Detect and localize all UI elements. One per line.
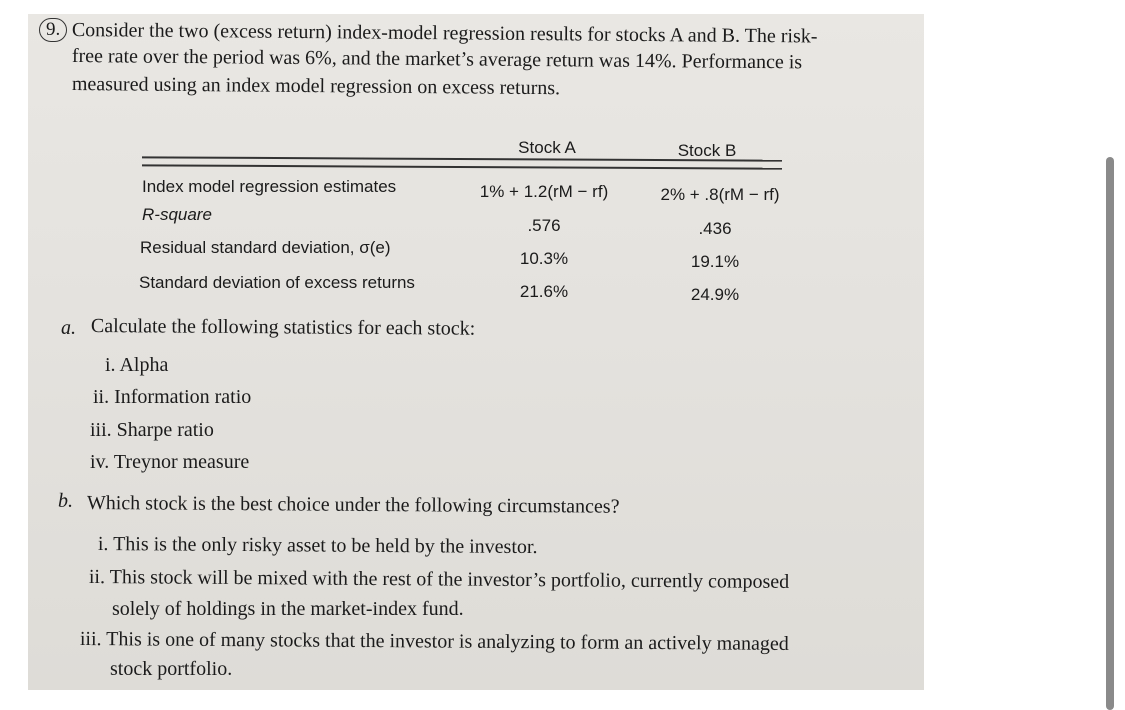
part-a-prompt: Calculate the following statistics for each stock: <box>90 314 476 340</box>
part-b-item-3-line-1: iii. This is one of many stocks that the investor is analyzing to form an actively managed <box>79 628 789 655</box>
question-line-3: measured using an index model regression on excess returns. <box>71 72 561 100</box>
question-line-1: Consider the two (excess return) index-model regression results for stocks A and B. The risk- <box>71 18 818 48</box>
cell-a-excess-sd: 21.6% <box>519 282 569 301</box>
cell-b-residual-sd: 19.1% <box>690 252 740 271</box>
question-line-2: free rate over the period was 6%, and the market’s average return was 14%. Performance is <box>71 44 803 74</box>
part-a-item-1: i. Alpha <box>105 354 169 376</box>
cell-b-regression: 2% + .8(rM − rf) <box>660 185 780 204</box>
part-b-item-3-line-2: stock portfolio. <box>110 658 233 680</box>
part-a-item-3: iii. Sharpe ratio <box>90 419 214 441</box>
part-b-item-2-line-1: ii. This stock will be mixed with the rest of the investor’s portfolio, currently composed <box>88 566 790 593</box>
table-header-rule <box>142 164 782 169</box>
cell-a-regression: 1% + 1.2(rM − rf) <box>479 182 609 201</box>
part-b-letter: b. <box>58 490 73 512</box>
col-header-stock-a: Stock A <box>518 138 576 157</box>
vertical-scrollbar[interactable] <box>1106 157 1114 710</box>
cell-b-rsquare: .436 <box>698 219 732 238</box>
row-label-rsquare: R-square <box>142 205 212 224</box>
row-label-regression: Index model regression estimates <box>142 177 397 196</box>
part-a-letter: a. <box>61 317 76 339</box>
part-a-item-2: ii. Information ratio <box>93 386 252 408</box>
question-number: 9. <box>39 18 67 42</box>
part-a-item-4: iv. Treynor measure <box>90 451 250 473</box>
cell-b-excess-sd: 24.9% <box>690 285 740 304</box>
col-header-stock-b: Stock B <box>677 141 737 160</box>
cell-a-residual-sd: 10.3% <box>519 249 569 268</box>
textbook-page-photo <box>28 14 924 690</box>
part-b-prompt: Which stock is the best choice under the following circumstances? <box>86 491 620 518</box>
row-label-residual-sd: Residual standard deviation, σ(e) <box>140 238 391 257</box>
cell-a-rsquare: .576 <box>527 216 561 235</box>
part-b-item-2-line-2: solely of holdings in the market-index fund. <box>112 598 464 620</box>
part-b-item-1: i. This is the only risky asset to be held by the investor. <box>97 533 538 559</box>
row-label-excess-sd: Standard deviation of excess returns <box>139 273 415 292</box>
